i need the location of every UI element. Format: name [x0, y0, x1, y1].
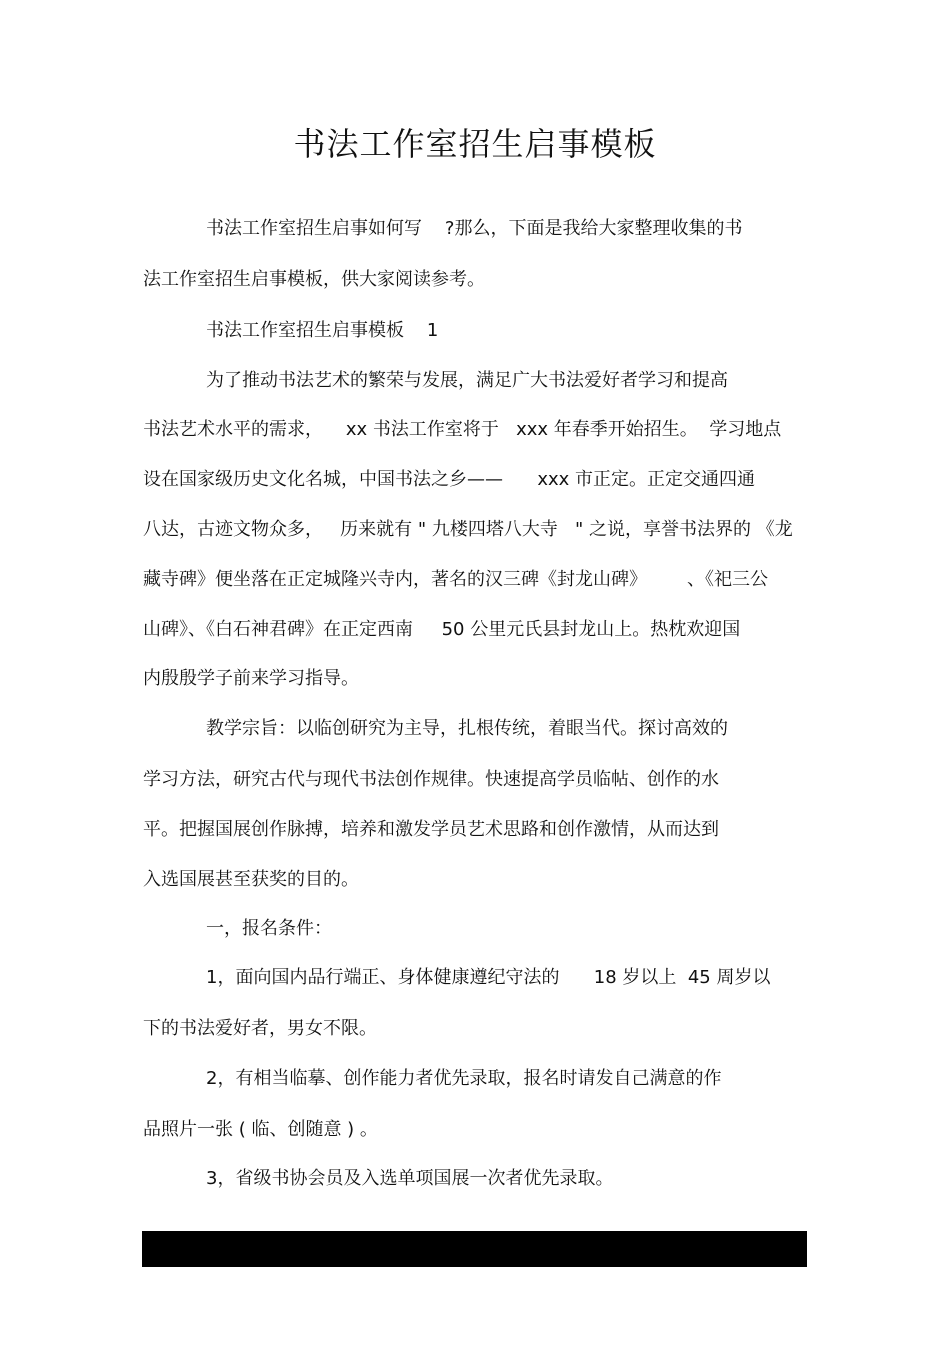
list-item-continuation: 品照片一张 ( 临、创随意 ) 。 — [143, 1119, 378, 1140]
paragraph-line: 学习方法，研究古代与现代书法创作规律。快速提高学员临帖、创作的水 — [143, 769, 719, 790]
paragraph-line: 入选国展甚至获奖的目的。 — [143, 869, 359, 890]
paragraph-line: 八达，古迹文物众多， 历来就有 " 九楼四塔八大寺 " 之说，享誉书法界的 《龙 — [143, 519, 793, 540]
footer-bar — [142, 1231, 807, 1267]
paragraph-line: 书法工作室招生启事如何写 ?那么，下面是我给大家整理收集的书 — [206, 218, 743, 239]
paragraph-line: 设在国家级历史文化名城，中国书法之乡—— xxx 市正定。正定交通四通 — [143, 469, 756, 490]
paragraph-line: 内殷殷学子前来学习指导。 — [143, 668, 359, 689]
paragraph-line: 平。把握国展创作脉搏，培养和激发学员艺术思路和创作激情，从而达到 — [143, 819, 719, 840]
list-item: 1，面向国内品行端正、身体健康遵纪守法的 18 岁以上 45 周岁以 — [206, 967, 771, 988]
paragraph-line: 藏寺碑》便坐落在正定城隆兴寺内，著名的汉三碑《封龙山碑》 、《祀三公 — [143, 569, 769, 590]
section-heading: 一，报名条件： — [206, 918, 332, 939]
document-title: 书法工作室招生启事模板 — [293, 125, 657, 163]
list-item-continuation: 下的书法爱好者，男女不限。 — [143, 1018, 377, 1039]
paragraph-line: 教学宗旨：以临创研究为主导，扎根传统，着眼当代。探讨高效的 — [206, 718, 728, 739]
list-item: 2，有相当临摹、创作能力者优先录取，报名时请发自己满意的作 — [206, 1068, 722, 1089]
paragraph-line: 书法艺术水平的需求， xx 书法工作室将于 xxx 年春季开始招生。 学习地点 — [143, 419, 782, 440]
section-heading: 书法工作室招生启事模板 1 — [206, 320, 439, 341]
paragraph-line: 为了推动书法艺术的繁荣与发展，满足广大书法爱好者学习和提高 — [206, 370, 728, 391]
paragraph-line: 山碑》、《白石神君碑》在正定西南 50 公里元氏县封龙山上。热枕欢迎国 — [143, 619, 741, 640]
list-item: 3，省级书协会员及入选单项国展一次者优先录取。 — [206, 1168, 614, 1189]
paragraph-line: 法工作室招生启事模板，供大家阅读参考。 — [143, 269, 485, 290]
